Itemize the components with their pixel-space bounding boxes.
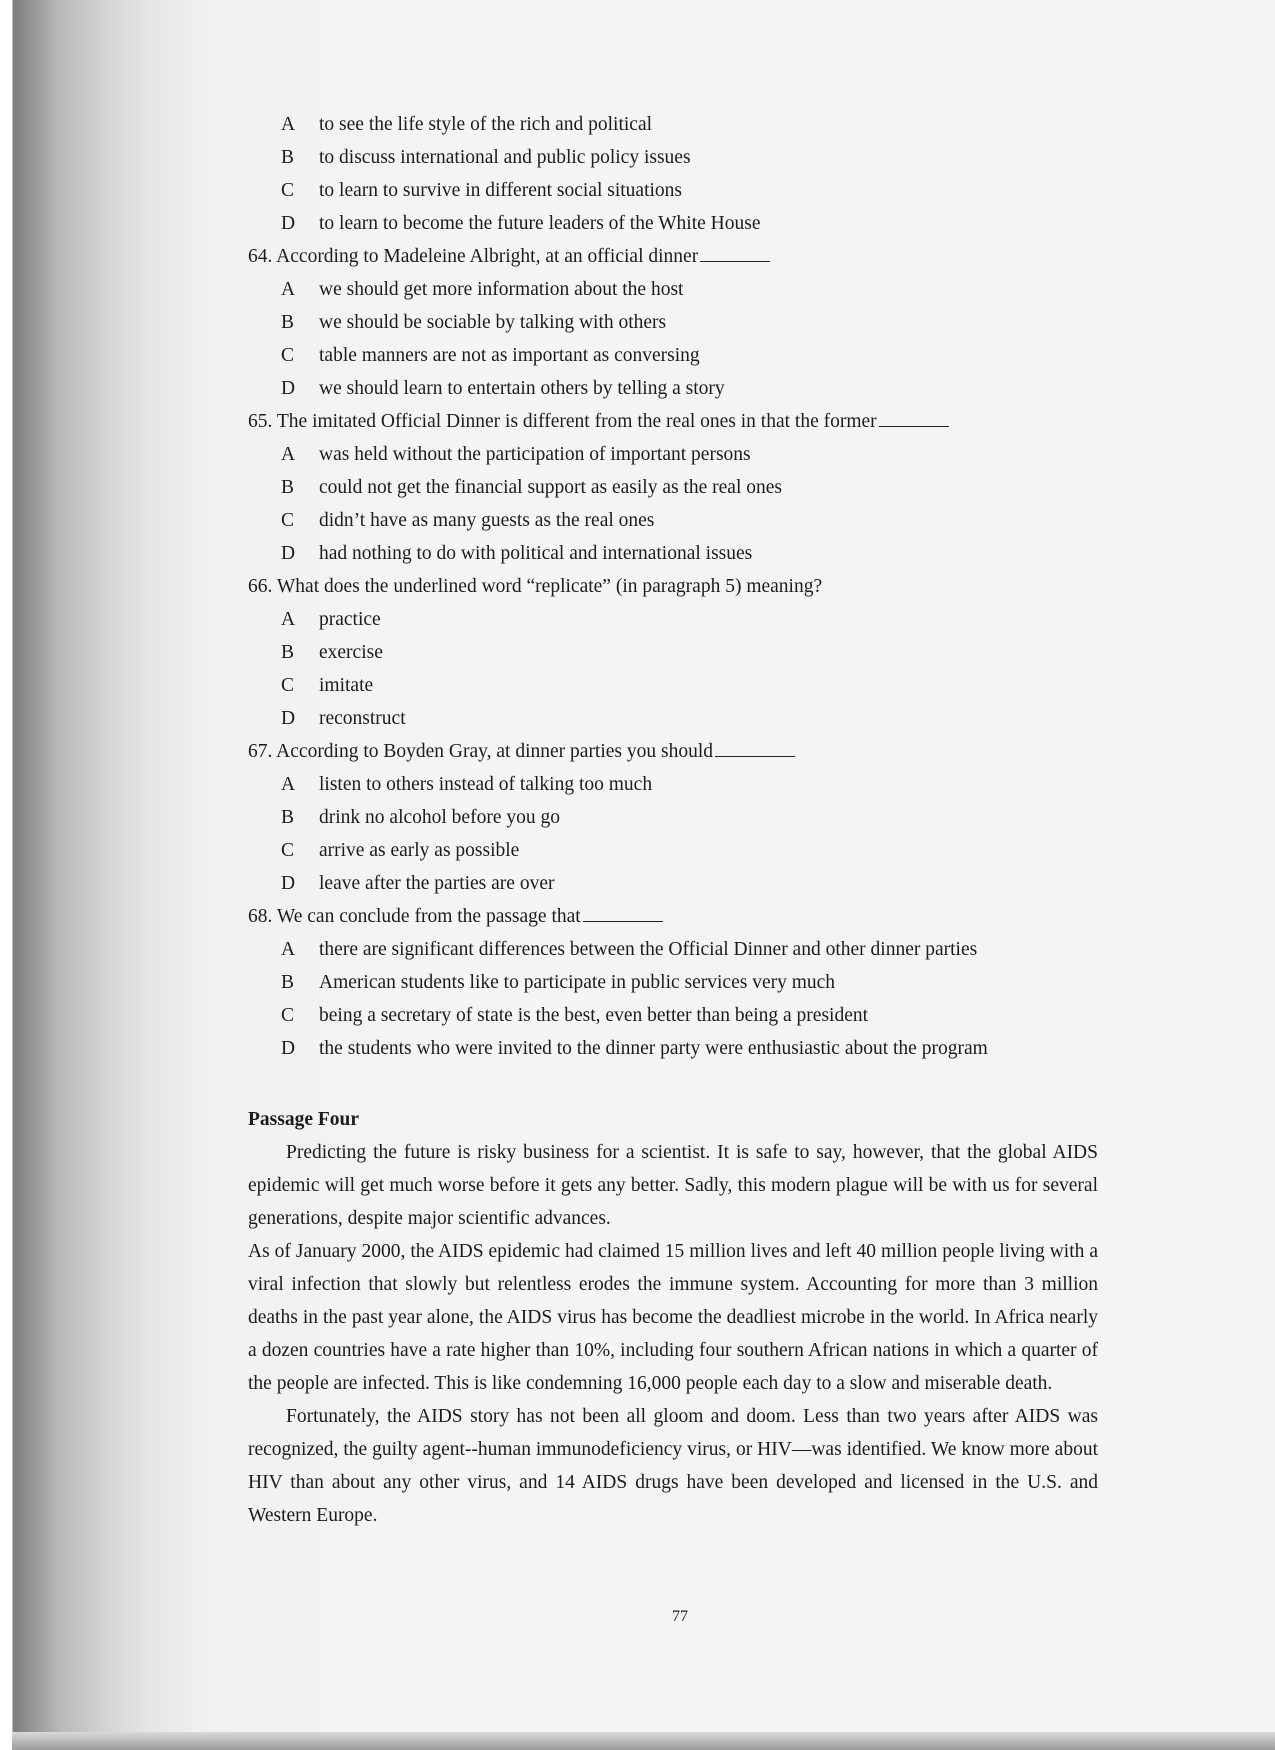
question-stem	[248, 735, 1098, 768]
answer-option-b	[248, 141, 1098, 174]
option-text: to learn to survive in different social situations	[319, 180, 683, 201]
option-letter: C	[281, 510, 295, 531]
option-letter: A	[281, 279, 296, 300]
question-stem-text: 67. According to Boyden Gray, at dinner parties you should	[248, 741, 714, 762]
option-text: imitate	[319, 675, 374, 696]
answer-option-a	[248, 933, 1098, 966]
option-letter: D	[281, 543, 296, 564]
answer-option-d	[248, 537, 1098, 570]
option-text: reconstruct	[319, 708, 406, 729]
option-text: listen to others instead of talking too much	[319, 774, 653, 795]
option-text: could not get the financial support as easily as the real ones	[319, 477, 782, 498]
option-text: there are significant differences between the Official Dinner and other dinner parties	[319, 939, 978, 960]
page-bottom-edge	[12, 1732, 1275, 1750]
option-letter: A	[281, 444, 296, 465]
answer-option-b	[248, 801, 1098, 834]
question-63-options	[248, 108, 1098, 240]
answer-option-c	[248, 669, 1098, 702]
question-stem-text: 64. According to Madeleine Albright, at an official dinner	[248, 246, 699, 267]
option-text: being a secretary of state is the best, even better than being a president	[319, 1005, 869, 1026]
answer-option-d	[248, 702, 1098, 735]
option-letter: C	[281, 675, 295, 696]
passage-paragraph-3: Fortunately, the AIDS story has not been all gloom and doom. Less than two years after AIDS was recognized, the guilty agent--human immunodeficiency virus, or HIV—was identified. We know more about HIV than about any other virus, and 14 AIDS drugs have been developed and licensed in the U.S. and Western Europe.	[248, 1406, 1098, 1526]
option-letter: B	[281, 972, 295, 993]
answer-option-a	[248, 603, 1098, 636]
question-stem-text: 66. What does the underlined word “replicate” (in paragraph 5) meaning?	[248, 576, 823, 597]
option-letter: C	[281, 1005, 295, 1026]
option-text: the students who were invited to the dinner party were enthusiastic about the program	[319, 1038, 988, 1059]
option-text: didn’t have as many guests as the real ones	[319, 510, 655, 531]
answer-blank	[879, 406, 949, 427]
answer-option-b	[248, 306, 1098, 339]
passage-paragraph-1: Predicting the future is risky business for a scientist. It is safe to say, however, that the global AIDS epidemic will get much worse before it gets any better. Sadly, this modern plague will be with us for several generations, despite major scientific advances.	[248, 1142, 1098, 1229]
question-block	[248, 900, 1098, 1065]
answer-option-d	[248, 1032, 1098, 1065]
option-text: to discuss international and public policy issues	[319, 147, 691, 168]
option-text: table manners are not as important as conversing	[319, 345, 700, 366]
option-text: we should be sociable by talking with others	[319, 312, 667, 333]
option-letter: B	[281, 477, 295, 498]
answer-blank	[715, 736, 795, 757]
answer-option-d	[248, 372, 1098, 405]
question-stem	[248, 570, 1098, 603]
option-letter: A	[281, 774, 296, 795]
page-content	[248, 108, 1098, 1532]
option-text: we should learn to entertain others by telling a story	[319, 378, 725, 399]
option-text: arrive as early as possible	[319, 840, 520, 861]
answer-option-a	[248, 108, 1098, 141]
answer-option-c	[248, 174, 1098, 207]
answer-option-d	[248, 867, 1098, 900]
option-letter: D	[281, 378, 296, 399]
option-text: had nothing to do with political and international issues	[319, 543, 753, 564]
answer-blank	[583, 901, 663, 922]
option-text: to learn to become the future leaders of the White House	[319, 213, 761, 234]
book-binding-shadow	[0, 0, 190, 1750]
answer-option-a	[248, 768, 1098, 801]
option-letter: A	[281, 939, 296, 960]
question-block	[248, 570, 1098, 735]
answer-option-b	[248, 636, 1098, 669]
option-letter: B	[281, 147, 295, 168]
passage-paragraph-2: As of January 2000, the AIDS epidemic had claimed 15 million lives and left 40 million people living with a viral infection that slowly but relentless erodes the immune system. Accounting for more than 3 million deaths in the past year alone, the AIDS virus has become the deadliest microbe in the world. In Africa nearly a dozen countries have a rate higher than 10%, including four southern African nations in which a quarter of the people are infected. This is like condemning 16,000 people each day to a slow and miserable death.	[248, 1241, 1098, 1394]
question-block	[248, 240, 1098, 405]
option-text: American students like to participate in public services very much	[319, 972, 836, 993]
option-letter: C	[281, 345, 295, 366]
question-stem	[248, 900, 1098, 933]
question-stem	[248, 240, 1098, 273]
option-letter: C	[281, 180, 295, 201]
option-letter: D	[281, 708, 296, 729]
option-letter: C	[281, 840, 295, 861]
option-text: exercise	[319, 642, 383, 663]
option-letter: B	[281, 312, 295, 333]
answer-option-a	[248, 273, 1098, 306]
option-letter: D	[281, 213, 296, 234]
question-block	[248, 405, 1098, 570]
answer-option-c	[248, 999, 1098, 1032]
question-stem-text: 65. The imitated Official Dinner is different from the real ones in that the former	[248, 411, 877, 432]
page-number: 77	[672, 1608, 688, 1625]
answer-option-d	[248, 207, 1098, 240]
option-text: practice	[319, 609, 381, 630]
option-text: drink no alcohol before you go	[319, 807, 560, 828]
question-list	[248, 240, 1098, 1065]
option-text: was held without the participation of important persons	[319, 444, 751, 465]
option-text: to see the life style of the rich and political	[319, 114, 653, 135]
option-letter: A	[281, 114, 296, 135]
question-block	[248, 735, 1098, 900]
option-letter: B	[281, 807, 295, 828]
answer-option-b	[248, 471, 1098, 504]
option-text: we should get more information about the host	[319, 279, 684, 300]
answer-blank	[700, 241, 770, 262]
answer-option-a	[248, 438, 1098, 471]
option-letter: A	[281, 609, 296, 630]
question-stem	[248, 405, 1098, 438]
option-text: leave after the parties are over	[319, 873, 555, 894]
question-stem-text: 68. We can conclude from the passage that	[248, 906, 581, 927]
passage-title: Passage Four	[248, 1109, 360, 1130]
answer-option-c	[248, 834, 1098, 867]
answer-option-c	[248, 504, 1098, 537]
option-letter: B	[281, 642, 295, 663]
answer-option-b	[248, 966, 1098, 999]
answer-option-c	[248, 339, 1098, 372]
option-letter: D	[281, 873, 296, 894]
option-letter: D	[281, 1038, 296, 1059]
